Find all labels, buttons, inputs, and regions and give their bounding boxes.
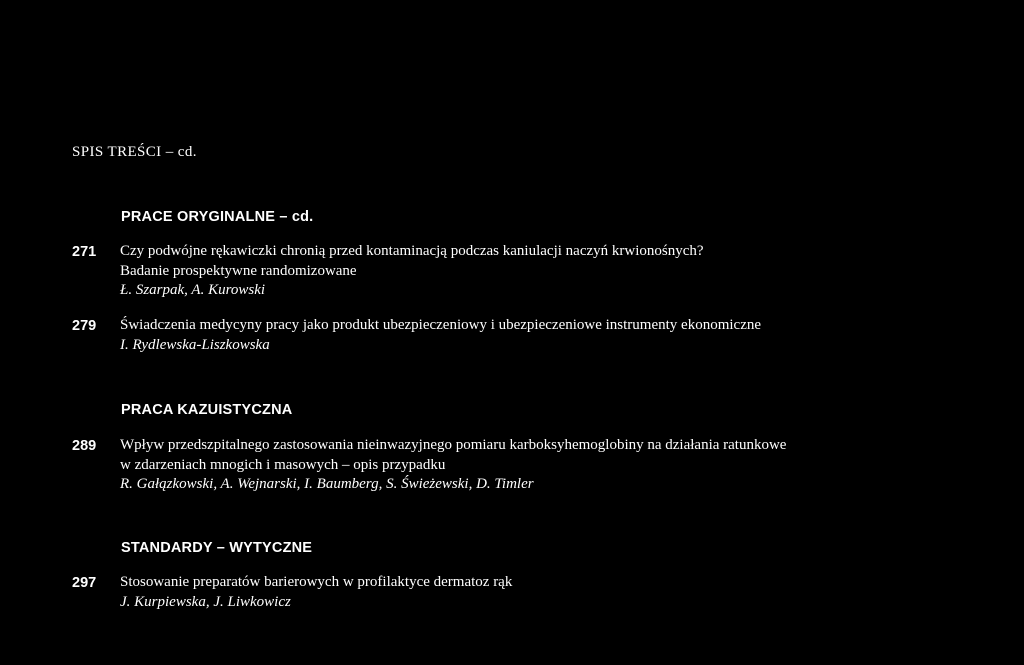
page-title: SPIS TREŚCI – cd. xyxy=(72,144,197,160)
entry-title-line: Świadczenia medycyny pracy jako produkt ubezpieczeniowy i ubezpieczeniowe instrumenty ekonomiczne xyxy=(120,317,762,333)
entry-page-number: 289 xyxy=(72,438,97,454)
entry-authors: I. Rydlewska-Liszkowska xyxy=(120,336,270,353)
entry-authors: J. Kurpiewska, J. Liwkowicz xyxy=(120,593,291,610)
entry-body xyxy=(120,316,970,355)
entry-body xyxy=(120,242,970,301)
entry-body xyxy=(120,436,970,495)
entry-page-number: 279 xyxy=(72,318,97,334)
entry-title-line: Czy podwójne rękawiczki chronią przed kontaminacją podczas kaniulacji naczyń krwionośnych? xyxy=(120,243,704,259)
entry-title-line: Wpływ przedszpitalnego zastosowania nieinwazyjnego pomiaru karboksyhemoglobiny na działania ratunkowe xyxy=(120,437,787,453)
entry-page-number: 271 xyxy=(72,244,97,260)
entry-title-line: Badanie prospektywne randomizowane xyxy=(120,262,357,279)
entry-title-line: Stosowanie preparatów barierowych w profilaktyce dermatoz rąk xyxy=(120,574,513,590)
section-heading-original-papers: PRACE ORYGINALNE – cd. xyxy=(121,209,314,225)
section-heading-standards-guidelines: STANDARDY – WYTYCZNE xyxy=(121,540,313,556)
section-heading-case-report: PRACA KAZUISTYCZNA xyxy=(121,402,293,418)
entry-title-line: w zdarzeniach mnogich i masowych – opis przypadku xyxy=(120,456,446,473)
entry-body xyxy=(120,573,970,612)
entry-authors: Ł. Szarpak, A. Kurowski xyxy=(120,282,266,298)
entry-authors: R. Gałązkowski, A. Wejnarski, I. Baumberg, S. Świeżewski, D. Timler xyxy=(120,476,534,492)
entry-page-number: 297 xyxy=(72,575,97,591)
